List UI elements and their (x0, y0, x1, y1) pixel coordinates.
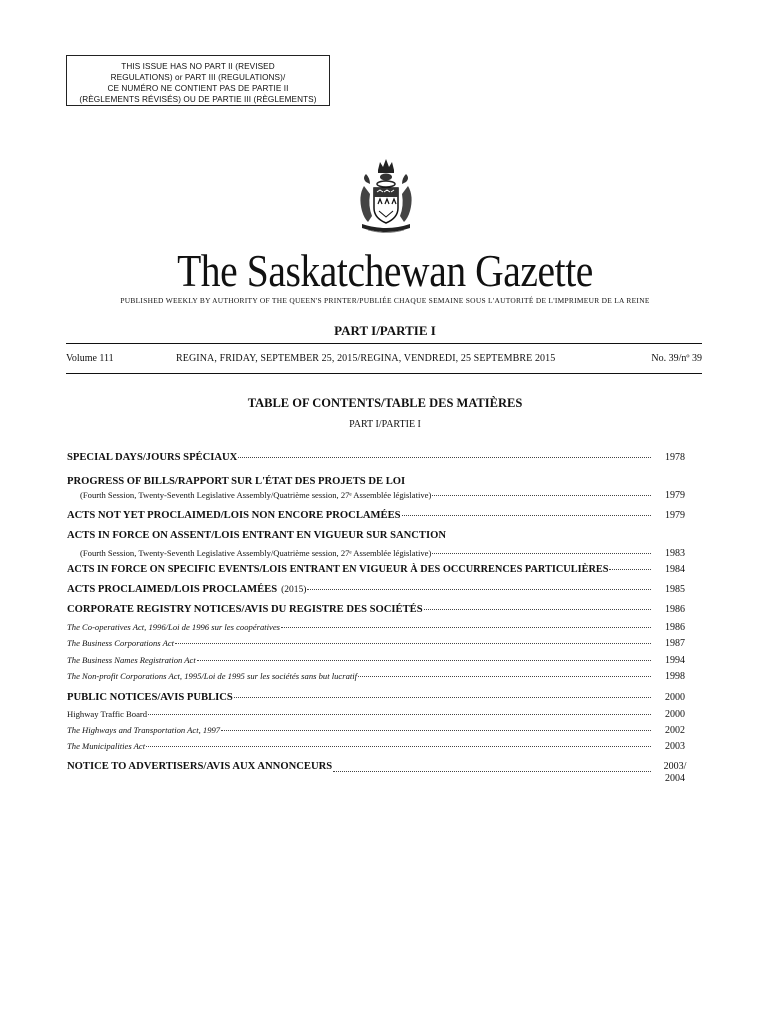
toc-entry-acts-not-proclaimed[interactable] (67, 510, 695, 530)
toc-entry-label: The Non-profit Corporations Act, 1995/Loi de 1995 sur les sociétés sans but lucratif (67, 671, 358, 681)
notice-line: CE NUMÉRO NE CONTIENT PAS DE PARTIE II (107, 84, 289, 93)
issue-date: REGINA, FRIDAY, SEPTEMBER 25, 2015/REGINA, VENDREDI, 25 SEPTEMBRE 2015 (176, 353, 556, 364)
toc-entry-municipalities-act[interactable] (67, 741, 695, 761)
toc-entry-highway-traffic-board[interactable] (67, 709, 695, 725)
toc-entry-special-days[interactable] (67, 452, 695, 476)
toc-page-range (655, 761, 695, 785)
leader-dots (221, 730, 651, 731)
leader-dots (307, 589, 651, 590)
toc-page-number: 2000 (665, 692, 685, 703)
leader-dots (432, 495, 651, 496)
toc-entry-acts-specific-events[interactable] (67, 564, 695, 584)
toc-entry-business-corporations-act[interactable] (67, 638, 695, 655)
toc-entry-highways-act[interactable] (67, 725, 695, 741)
leader-dots (146, 746, 651, 747)
toc-entry-label: PUBLIC NOTICES/AVIS PUBLICS (67, 692, 233, 703)
toc-entry-public-notices[interactable] (67, 692, 695, 709)
gazette-title: The Saskatchewan Gazette (177, 245, 593, 296)
toc-entry-assent-session[interactable] (67, 548, 695, 564)
notice-line: (RÈGLEMENTS RÉVISÉS) OU DE PARTIE III (RÈGLEMENTS) (79, 95, 317, 104)
masthead-rule-bottom (66, 373, 702, 374)
toc-entry-acts-proclaimed[interactable] (67, 584, 695, 604)
toc-page-number: 1978 (665, 452, 685, 463)
leader-dots (333, 771, 651, 772)
toc-entry-label: The Business Names Registration Act (67, 655, 196, 665)
toc-page-number: 1994 (665, 655, 685, 666)
toc-entry-label: ACTS IN FORCE ON SPECIFIC EVENTS/LOIS ENTRANT EN VIGUEUR À DES OCCURRENCES PARTICULIÈRES (67, 564, 609, 575)
leader-dots (175, 643, 651, 644)
toc-page-number: 1979 (665, 490, 685, 501)
leader-dots (234, 697, 651, 698)
toc-entry-label: ACTS PROCLAIMED/LOIS PROCLAMÉES (67, 584, 278, 595)
no-part-notice-box (66, 55, 330, 106)
toc-entry-cooperatives-act[interactable] (67, 622, 695, 638)
toc-entry-progress-bills[interactable] (67, 476, 695, 490)
toc-entry-acts-in-force-assent[interactable] (67, 530, 695, 548)
leader-dots (424, 609, 651, 610)
toc-page-number: 1979 (665, 510, 685, 521)
leader-dots (358, 676, 651, 677)
toc-entry-label: CORPORATE REGISTRY NOTICES/AVIS DU REGISTRE DES SOCIÉTÉS (67, 604, 423, 615)
toc-page-number: 1984 (665, 564, 685, 575)
coat-of-arms-icon (354, 156, 418, 236)
gazette-subtitle: PUBLISHED WEEKLY BY AUTHORITY OF THE QUEEN'S PRINTER/PUBLIÉE CHAQUE SEMAINE SOUS L'AUTORITÉ DE L'IMPRIMEUR DE LA REINE (120, 296, 650, 305)
toc-part: PART I/PARTIE I (349, 419, 421, 430)
toc-entry-notice-advertisers[interactable] (67, 761, 695, 789)
issue-number: No. 39/nº 39 (651, 353, 702, 364)
toc-page-number: 2003/ (663, 761, 687, 772)
toc-page-number: 1986 (665, 604, 685, 615)
toc-entry-label: The Co-operatives Act, 1996/Loi de 1996 sur les coopératives (67, 622, 280, 632)
toc-page-number: 1985 (665, 584, 685, 595)
toc-entry-nonprofit-act[interactable] (67, 671, 695, 692)
toc-page-number: 2003 (665, 741, 685, 752)
toc-entry-label: SPECIAL DAYS/JOURS SPÉCIAUX (67, 452, 238, 463)
toc-page-number: 1986 (665, 622, 685, 633)
toc-entry-label: The Municipalities Act (67, 741, 146, 751)
toc-title: TABLE OF CONTENTS/TABLE DES MATIÈRES (247, 396, 523, 410)
leader-dots (609, 569, 651, 570)
leader-dots (238, 457, 651, 458)
toc-page-number: 1983 (665, 548, 685, 559)
toc-entry-corporate-registry[interactable] (67, 604, 695, 622)
toc-entry-progress-session[interactable] (67, 490, 695, 510)
leader-dots (402, 515, 651, 516)
table-of-contents (67, 452, 695, 789)
toc-page-number: 2002 (665, 725, 685, 736)
toc-page-number: 1987 (665, 638, 685, 649)
part-heading: PART I/PARTIE I (334, 323, 436, 338)
leader-dots (148, 714, 651, 715)
toc-entry-label: NOTICE TO ADVERTISERS/AVIS AUX ANNONCEURS (67, 761, 333, 772)
notice-line: REGULATIONS) or PART III (REGULATIONS)/ (110, 73, 286, 82)
toc-entry-label: (Fourth Session, Twenty-Seventh Legislative Assembly/Quatrième session, 27ᵉ Assemblée législative) (80, 490, 432, 500)
leader-dots (281, 627, 651, 628)
toc-entry-label: The Business Corporations Act (67, 638, 175, 648)
toc-entry-business-names-act[interactable] (67, 655, 695, 671)
leader-dots (432, 553, 651, 554)
toc-entry-label: (Fourth Session, Twenty-Seventh Legislative Assembly/Quatrième session, 27ᵉ Assemblée législative) (80, 548, 432, 558)
toc-page-number: 2000 (665, 709, 685, 720)
leader-dots (197, 660, 651, 661)
toc-page-number: 1998 (665, 671, 685, 682)
toc-entry-label: PROGRESS OF BILLS/RAPPORT SUR L'ÉTAT DES PROJETS DE LOI (67, 476, 406, 487)
notice-line: THIS ISSUE HAS NO PART II (REVISED (121, 62, 275, 71)
masthead-rule-top (66, 343, 702, 344)
toc-entry-label: ACTS IN FORCE ON ASSENT/LOIS ENTRANT EN VIGUEUR SUR SANCTION (67, 530, 447, 541)
toc-entry-label: The Highways and Transportation Act, 1997 (67, 725, 221, 735)
toc-entry-label: Highway Traffic Board (67, 709, 148, 719)
toc-entry-year: (2015) (281, 585, 307, 595)
toc-page-number: 2004 (665, 773, 685, 784)
toc-entry-label: ACTS NOT YET PROCLAIMED/LOIS NON ENCORE PROCLAMÉES (67, 510, 401, 521)
volume-label: Volume 111 (66, 353, 114, 364)
